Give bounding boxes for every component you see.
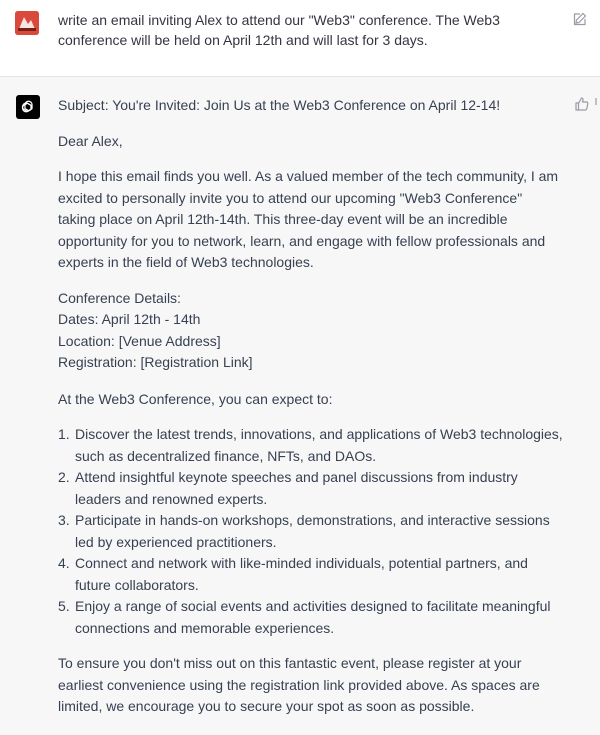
details-dates: Dates: April 12th - 14th [58, 311, 201, 327]
user-message-text: write an email inviting Alex to attend our "Web3" conference. The Web3 conference will be held on April 12th and will last for 3 days. [58, 12, 500, 48]
list-item-number: 3. [58, 512, 70, 528]
assistant-message-content [58, 95, 563, 732]
list-item-number: 5. [58, 598, 70, 614]
list-item [58, 510, 563, 553]
thumbs-down-icon[interactable] [595, 96, 600, 112]
list-item [58, 467, 563, 510]
expect-intro: At the Web3 Conference, you can expect to: [58, 390, 333, 407]
user-avatar [15, 11, 39, 35]
list-item-number: 2. [58, 469, 70, 485]
edit-icon[interactable] [572, 11, 588, 27]
list-item-text: Discover the latest trends, innovations, and applications of Web3 technologies, such as decentralized finance, NFTs, and DAOs. [75, 426, 563, 464]
conference-details [58, 288, 563, 374]
email-subject: Subject: You're Invited: Join Us at the Web3 Conference on April 12-14! [58, 97, 501, 113]
list-item [58, 553, 563, 596]
user-message [0, 0, 600, 77]
list-item-text: Participate in hands-on workshops, demonstrations, and interactive sessions led by experienced practitioners. [75, 512, 550, 550]
details-location: Location: [Venue Address] [58, 332, 221, 349]
details-heading: Conference Details: [58, 289, 181, 306]
list-item [58, 424, 563, 467]
details-registration: Registration: [Registration Link] [58, 354, 253, 370]
list-item-number: 4. [58, 555, 70, 571]
expect-list [58, 424, 563, 639]
openai-logo-icon [16, 95, 40, 119]
list-item [58, 596, 563, 639]
user-avatar-image [15, 11, 39, 35]
thumbs-up-icon[interactable] [574, 96, 590, 112]
list-item-number: 1. [58, 426, 70, 442]
list-item-text: Enjoy a range of social events and activities designed to facilitate meaningful connections and memorable experiences. [75, 598, 551, 636]
email-greeting: Dear Alex, [58, 132, 123, 149]
email-intro: I hope this email finds you well. As a valued member of the tech community, I am excited to personally invite you to attend our upcoming "Web3 Conference" taking place on April 12th-14th. This three-day event will be an incredible opportunity for you to network, learn, and engage with fellow professionals and experts in the field of Web3 technologies. [58, 168, 559, 270]
email-closing: To ensure you don't miss out on this fantastic event, please register at your earliest convenience using the registration link provided above. As spaces are limited, we encourage you to secure your spot as soon as possible. [58, 655, 540, 714]
assistant-message [0, 77, 600, 735]
list-item-text: Attend insightful keynote speeches and panel discussions from industry leaders and renowned experts. [75, 469, 518, 507]
list-item-text: Connect and network with like-minded individuals, potential partners, and future collaborators. [75, 555, 528, 593]
